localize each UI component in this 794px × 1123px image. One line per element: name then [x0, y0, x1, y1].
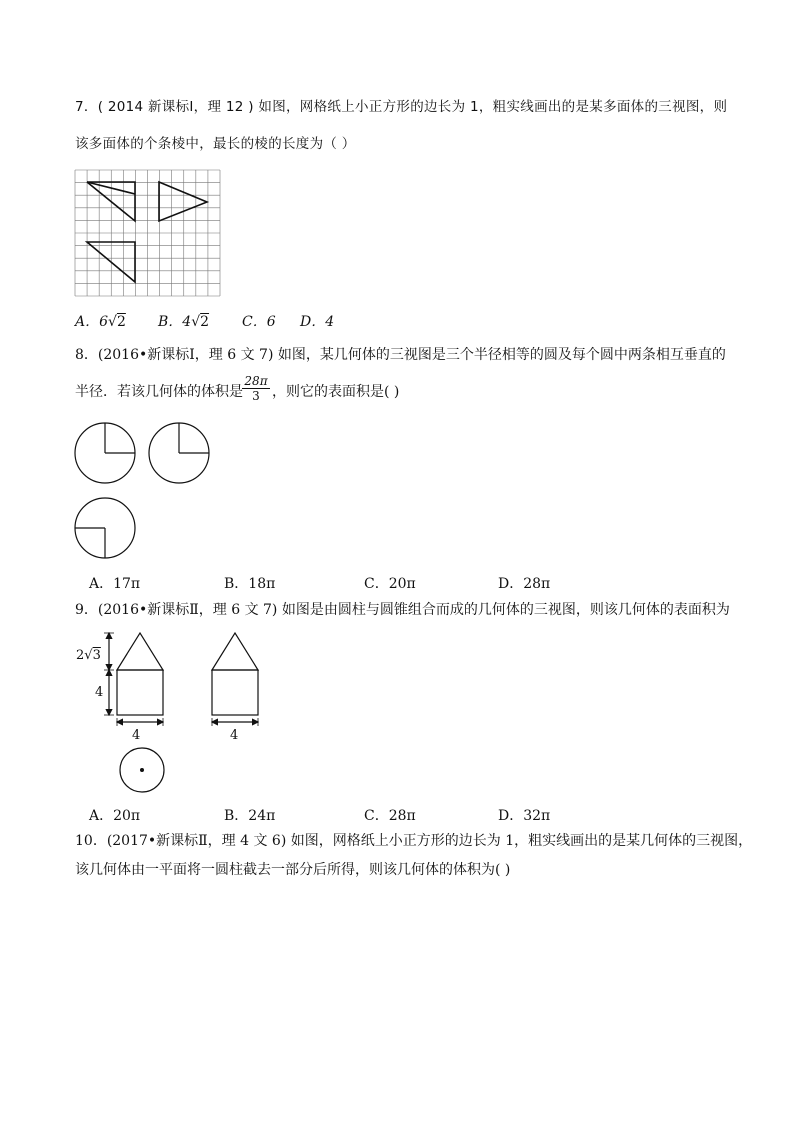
q7-line1: 7．( 2014 新课标I，理 12 ) 如图，网格纸上小正方形的边长为 1，粗实线画出的是某多面体的三视图，则	[75, 99, 728, 115]
q9-option-c: C．28π	[364, 808, 416, 824]
q9-side-view	[212, 633, 258, 715]
q9-option-d: D．32π	[498, 808, 551, 824]
q7-line2: 该多面体的个条棱中，最长的棱的长度为（ ）	[75, 136, 356, 152]
q8-line2-post: ，则它的表面积是( )	[272, 384, 400, 400]
q7-side-view	[159, 182, 207, 221]
q8-option-d: D．28π	[498, 576, 551, 592]
q9-label-width-front: 4	[132, 728, 141, 743]
q8-fraction-denominator: 3	[252, 389, 260, 403]
q9-option-a: A．20π	[89, 808, 141, 824]
q8-front-view	[75, 423, 135, 483]
q8-option-a: A．17π	[89, 576, 141, 592]
q8-line2-pre: 半径．若该几何体的体积是	[75, 384, 243, 400]
q9-label-width-side: 4	[230, 728, 239, 743]
q7-grid-figure	[75, 170, 221, 297]
q8-fraction-numerator: 28π	[242, 374, 270, 389]
q9-label-cylinder-height: 4	[95, 685, 104, 700]
q8-volume-fraction	[242, 374, 270, 403]
q8-option-b: B．18π	[224, 576, 276, 592]
q8-three-views	[74, 422, 214, 562]
q9-label-cone-height: 2√3	[76, 648, 101, 663]
q8-option-c: C．20π	[364, 576, 416, 592]
q10-line1: 10．(2017•新课标Ⅱ，理 4 文 6) 如图，网格纸上小正方形的边长为 1，粗实线画出的是某几何体的三视图，	[75, 833, 753, 849]
q8-top-view	[75, 498, 135, 558]
q7-option-d: D．4	[300, 314, 335, 330]
q10-line2: 该几何体由一平面将一圆柱截去一部分后所得，则该几何体的体积为( )	[75, 862, 511, 878]
q7-option-c: C．6	[242, 314, 276, 330]
q9-three-views	[96, 630, 266, 800]
q9-line1: 9．(2016•新课标Ⅱ，理 6 文 7) 如图是由圆柱与圆锥组合而成的几何体的三视图，则该几何体的表面积为	[75, 602, 730, 618]
q7-option-b: B．4√2	[158, 314, 210, 330]
q9-front-view	[117, 633, 163, 715]
q8-line1: 8．(2016•新课标Ⅰ，理 6 文 7) 如图，某几何体的三视图是三个半径相等的圆及每个圆中两条相互垂直的	[75, 347, 726, 363]
q8-side-view	[149, 423, 209, 483]
q9-option-b: B．24π	[224, 808, 276, 824]
q7-option-a: A．6√2	[75, 314, 126, 330]
